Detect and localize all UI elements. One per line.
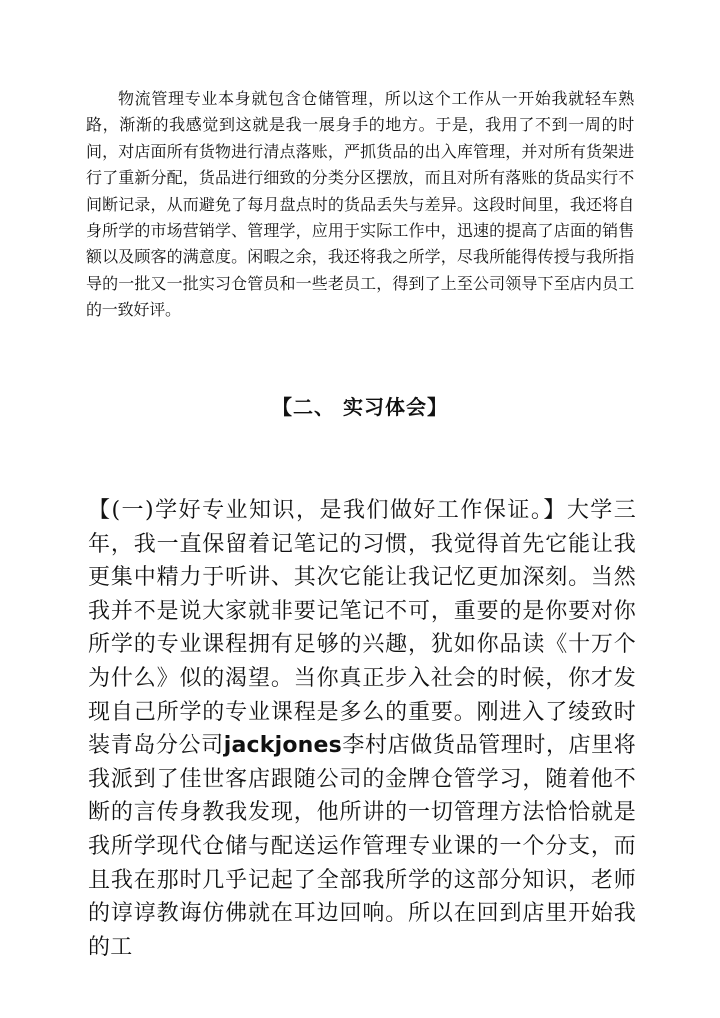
body-paragraph-warehouse-management: 物流管理专业本身就包含仓储管理，所以这个工作从一开始我就轻车熟路，渐渐的我感觉到这就是我一展身手的地方。于是，我用了不到一周的时间，对店面所有货物进行清点落账，严抓货品的出入库管理，并对所有货架进行了重新分配，货品进行细致的分类分区摆放，而且对所有落账的货品实行不间断记录，从而避免了每月盘点时的货品丢失与差异。这段时间里，我还将自身所学的市场营销学、管理学，应用于实际工作中，迅速的提高了店面的销售额以及顾客的满意度。闲暇之余，我还将我之所学，尽我所能得传授与我所指导的一批又一批实习仓管员和一些老员工，得到了上至公司领导下至店内员工的一致好评。 bbox=[86, 89, 634, 320]
paragraph-text-after-brand: 李村店做货品管理时，店里将我派到了佳世客店跟随公司的金牌仓管学习，随着他不断的言传身教我发现，他所讲的一切管理方法恰恰就是我所学现代仓储与配送运作管理专业课的一个分支，而且我在那时几乎记起了全部我所学的这部分知识，老师的谆谆教诲仿佛就在耳边回响。所以在回到店里开始我的工 bbox=[88, 733, 637, 960]
body-paragraph-study-knowledge bbox=[88, 494, 636, 964]
paragraph-text-before-brand: 【(一)学好专业知识，是我们做好工作保证。】大学三年，我一直保留着记笔记的习惯，我觉得首先它能让我更集中精力于听讲、其次它能让我记忆更加深刻。当然我并不是说大家就非要记笔记不可，重要的是你要对你所学的专业课程拥有足够的兴趣，犹如你品读《十万个为什么》似的渴望。当你真正步入社会的时候，你才发现自己所学的专业课程是多么的重要。刚进入了绫致时装青岛分公司 bbox=[88, 498, 636, 759]
section-heading-internship-experience: 【二、 实习体会】 bbox=[272, 395, 448, 419]
brand-name-text: jackjones bbox=[223, 733, 342, 759]
